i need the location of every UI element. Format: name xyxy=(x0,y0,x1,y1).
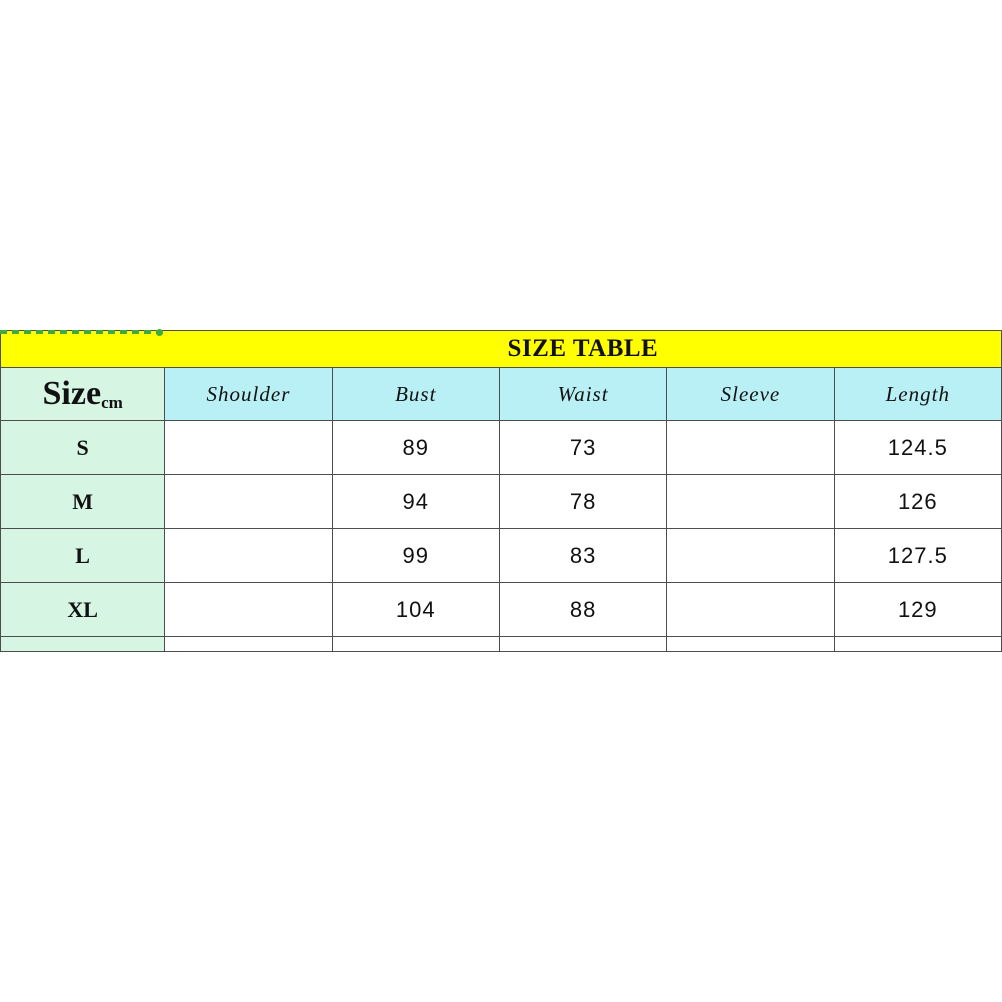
row-size-label: M xyxy=(1,475,165,529)
cell-bust xyxy=(332,637,499,652)
cell-sleeve xyxy=(667,475,834,529)
column-header-length: Length xyxy=(834,368,1001,421)
cell-waist: 73 xyxy=(499,421,666,475)
row-size-label: XL xyxy=(1,583,165,637)
table-row xyxy=(1,475,1002,529)
size-column-header xyxy=(1,368,165,421)
cell-shoulder xyxy=(165,637,332,652)
cell-waist: 88 xyxy=(499,583,666,637)
cell-sleeve xyxy=(667,637,834,652)
size-table-container xyxy=(0,330,1002,652)
cell-bust: 104 xyxy=(332,583,499,637)
size-header-unit: cm xyxy=(101,393,123,412)
cell-bust: 94 xyxy=(332,475,499,529)
column-header-sleeve: Sleeve xyxy=(667,368,834,421)
table-row xyxy=(1,637,1002,652)
cell-sleeve xyxy=(667,529,834,583)
selection-handle-dot[interactable] xyxy=(156,329,163,336)
cell-shoulder xyxy=(165,583,332,637)
table-row xyxy=(1,529,1002,583)
cell-waist: 83 xyxy=(499,529,666,583)
table-title-row xyxy=(1,331,1002,368)
cell-shoulder xyxy=(165,529,332,583)
row-size-label: S xyxy=(1,421,165,475)
row-size-label xyxy=(1,637,165,652)
cell-length xyxy=(834,637,1001,652)
cell-length: 124.5 xyxy=(834,421,1001,475)
cell-waist: 78 xyxy=(499,475,666,529)
selection-dashed-line xyxy=(0,330,160,334)
cell-sleeve xyxy=(667,421,834,475)
row-size-label: L xyxy=(1,529,165,583)
size-header-label: Size xyxy=(42,375,102,412)
title-spacer-cell xyxy=(1,331,165,368)
column-header-waist: Waist xyxy=(499,368,666,421)
column-header-shoulder: Shoulder xyxy=(165,368,332,421)
cell-bust: 99 xyxy=(332,529,499,583)
cell-sleeve xyxy=(667,583,834,637)
cell-shoulder xyxy=(165,421,332,475)
cell-length: 126 xyxy=(834,475,1001,529)
cell-bust: 89 xyxy=(332,421,499,475)
column-header-bust: Bust xyxy=(332,368,499,421)
cell-shoulder xyxy=(165,475,332,529)
table-header-row xyxy=(1,368,1002,421)
cell-length: 127.5 xyxy=(834,529,1001,583)
cell-waist xyxy=(499,637,666,652)
table-title: SIZE TABLE xyxy=(165,331,1002,368)
table-row xyxy=(1,583,1002,637)
size-table xyxy=(0,330,1002,652)
table-row xyxy=(1,421,1002,475)
cell-length: 129 xyxy=(834,583,1001,637)
